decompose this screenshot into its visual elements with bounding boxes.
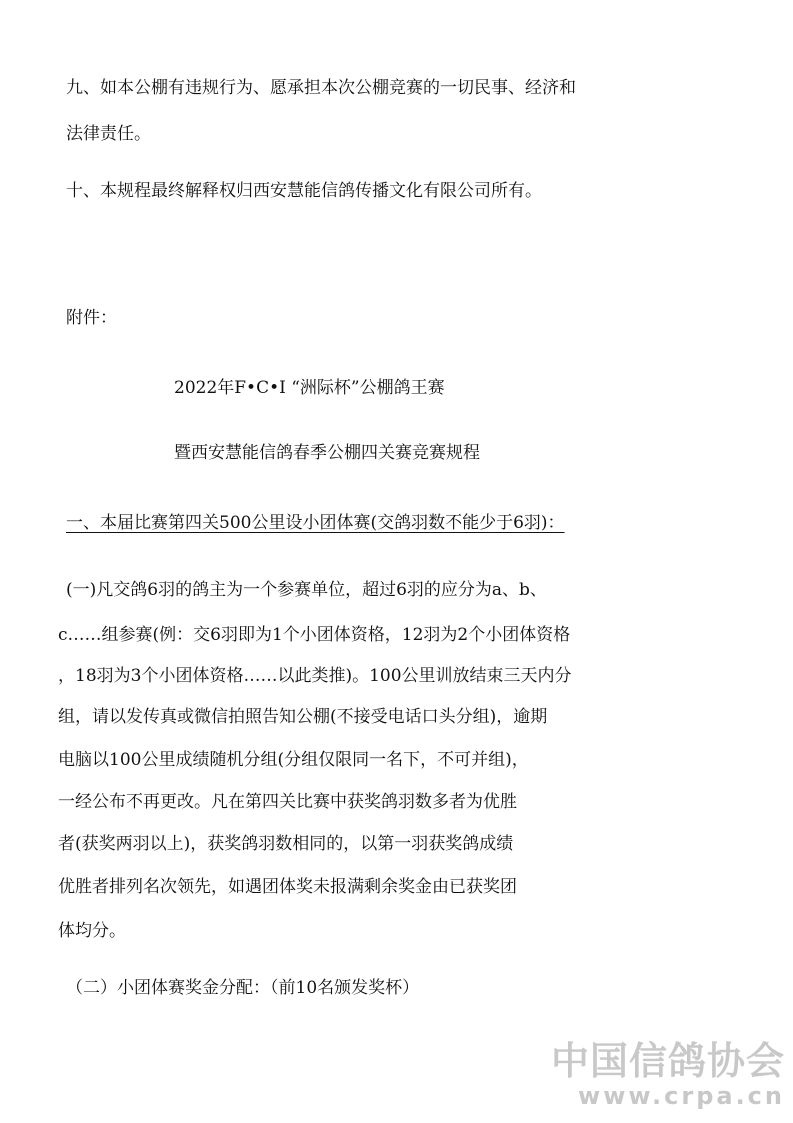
item9-line2: 法律责任。 (66, 124, 151, 144)
section1-para2: （二）小团体赛奖金分配：（前10名颁发奖杯） (66, 978, 420, 998)
section1-para1-line: 一经公布不再更改。凡在第四关比赛中获奖鸽羽数多者为优胜 (58, 792, 517, 812)
watermark-url: www.crpa.cn (578, 1082, 785, 1110)
section1-para1-line: c……组参赛(例：交6羽即为1个小团体资格，12羽为2个小团体资格 (58, 625, 571, 645)
attachment-title-line2: 暨西安慧能信鸽春季公棚四关赛竞赛规程 (174, 443, 480, 463)
section1-para1-line: ，18羽为3个小团体资格……以此类推)。100公里训放结束三天内分 (58, 666, 572, 686)
item10-text: 十、本规程最终解释权归西安慧能信鸽传播文化有限公司所有。 (66, 181, 542, 201)
attachment-title-line1: 2022年F•C•I “洲际杯”公棚鸽王赛 (174, 378, 445, 398)
section1-para1-line: 者(获奖两羽以上)，获奖鸽羽数相同的，以第一羽获奖鸽成绩 (58, 834, 514, 854)
section1-para1-line: 电脑以100公里成绩随机分组(分组仅限同一名下，不可并组)， (58, 750, 529, 770)
section1-para1-line: 优胜者排列名次领先，如遇团体奖未报满剩余奖金由已获奖团 (58, 877, 517, 897)
section1-para1-line: (一)凡交鸽6羽的鸽主为一个参赛单位，超过6羽的应分为a、b、 (66, 580, 547, 600)
attachment-label: 附件： (66, 308, 117, 328)
crpa-watermark (551, 1039, 785, 1109)
section1-heading: 一、本届比赛第四关500公里设小团体赛(交鸽羽数不能少于6羽)： (66, 513, 565, 533)
item9-line1: 九、如本公棚有违规行为、愿承担本次公棚竞赛的一切民事、经济和 (66, 78, 576, 98)
watermark-name: 中国信鸽协会 (550, 1039, 785, 1083)
section1-para1-line: 体均分。 (58, 921, 126, 941)
section1-para1-line: 组，请以发传真或微信拍照告知公棚(不接受电话口头分组)，逾期 (58, 707, 548, 727)
